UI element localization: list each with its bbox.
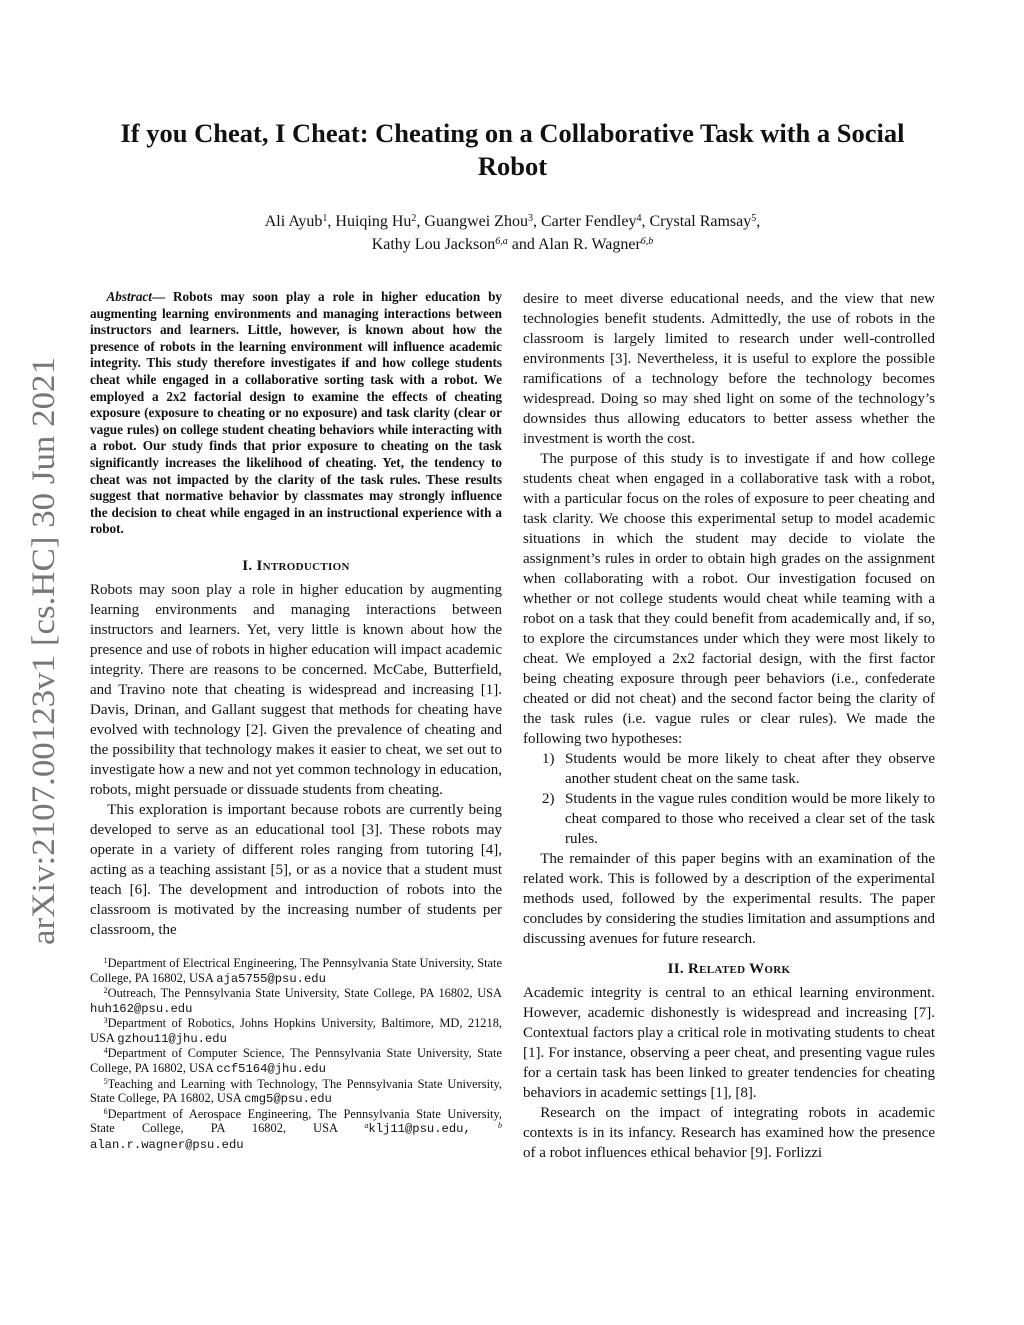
footnote-text: Department of Computer Science, The Pennsylvania State University, State College, PA 16802, USA [90, 1046, 502, 1076]
arxiv-stamp-text: arXiv:2107.00123v1 [cs.HC] 30 Jun 2021 [26, 389, 62, 945]
intro-paragraph-2: This exploration is important because robots are currently being developed to serve as an educational tool [3]. These robots may operate in a variety of different roles ranging from tutoring [4], acting as a teaching assistant [5], or as a novice that a student must teach [6]. The development and introduction of robots into the classroom is motivated by the increasing number of students per classroom, the [90, 801, 502, 938]
hypotheses-list [523, 749, 935, 849]
footnote-text: Department of Robotics, Johns Hopkins University, Baltimore, MD, 21218, USA [90, 1016, 502, 1045]
footnote-email: ccf5164@jhu.edu [216, 1062, 326, 1077]
author-name: Guangwei Zhou [424, 213, 528, 230]
author-name: Crystal Ramsay [649, 213, 752, 230]
footnote-mark: 2 [103, 986, 108, 996]
footnote-text: Outreach, The Pennsylvania State University, State College, PA 16802, USA [107, 986, 502, 1001]
related-paragraph-2: Research on the impact of integrating robots in academic contexts is in its infancy. Research has examined how the presence of a robot influences ethical behavior [9]. Forlizzi [523, 1105, 935, 1161]
intro-paragraph-1: Robots may soon play a role in higher education by augmenting learning environments and managing interactions between instructors and learners. Yet, very little is known about how the presence and use of robots in higher education will impact academic integrity. There are reasons to be concerned. McCabe, Butterfield, and Travino note that cheating is widespread and increasing [1]. Davis, Drinan, and Gallant suggest that methods for cheating have evolved with technology [2]. Given the prevalence of cheating and the possibility that technology makes it easier to cheat, we set out to investigate how a new and not yet common technology in education, robots, might persuade or dissuade students from cheating. [90, 581, 502, 798]
section-heading-related-work: II. Related Work [667, 961, 791, 977]
abstract-text: Robots may soon play a role in higher education by augmenting learning environments and managing interactions between instructors and learners. Little, however, is known about how the presence of robots in the learning environment will influence academic integrity. This study therefore investigates if and how college students cheat while engaged in a collaborative sorting task with a robot. We employed a 2x2 factorial design to examine the effects of cheating exposure (exposure to cheating or no exposure) and task clarity (clear or vague rules) on college student cheating behaviors while interacting with a robot. Our study finds that prior exposure to cheating on the task significantly increases the likelihood of cheating. Yet, the tendency to cheat was not impacted by the clarity of the task rules. These results suggest that normative behavior by classmates may strongly influence the decision to cheat while engaged in an instructional experience with a robot. [90, 289, 502, 537]
footnote [90, 1107, 502, 1153]
author-list [90, 210, 935, 256]
section-heading-introduction: I. Introduction [242, 557, 350, 574]
author-conjunction: and [511, 236, 535, 253]
footnote [90, 986, 502, 1016]
hypothesis-item [523, 789, 935, 849]
author-name: Carter Fendley [540, 213, 637, 230]
footnote [90, 956, 502, 986]
footnote-email-mark: a [364, 1121, 369, 1131]
footnote-email-mark: b [498, 1121, 502, 1131]
footnote-email: alan.r.wagner@psu.edu [90, 1138, 244, 1153]
footnote [90, 1046, 502, 1076]
paper-title: If you Cheat, I Cheat: Cheating on a Collaborative Task with a Social Robot [120, 118, 905, 181]
footnote-text: Teaching and Learning with Technology, The Pennsylvania State University, State College, PA 16802, USA [90, 1076, 502, 1106]
hypothesis-item [523, 749, 935, 789]
footnote-mark: 3 [103, 1016, 108, 1026]
hypothesis-number: 1) [542, 751, 555, 767]
footnote-mark: 6 [103, 1106, 108, 1116]
author-affiliation-sup: 6,b [640, 236, 654, 247]
left-column [90, 289, 502, 1153]
footnote-text: Department of Aerospace Engineering, The Pennsylvania State University, State College, PA 16802, USA [90, 1106, 502, 1136]
footnote [90, 1016, 502, 1046]
intro-paragraph-3: The purpose of this study is to investigate if and how college students cheat when engaged in a collaborative task with a robot, with a particular focus on the roles of exposure to peer cheating and task clarity. We choose this experimental setup to model academic situations in which the student may decide to violate the assignment’s rules in order to obtain high grades on the assignment when collaborating with a robot. Our investigation focused on whether or not college students would cheat while teaming with a robot on a task that they could benefit from academically and, if so, to explore the circumstances under which they were most likely to cheat. We employed a 2x2 factorial design, with the first factor being cheating exposure through peer behaviors (i.e., confederate cheated or did not cheat) and the second factor being the clarity of the task rules (i.e. vague rules or clear rules). We made the following two hypotheses: [523, 451, 935, 747]
right-column [523, 289, 935, 1163]
footnote-email: cmg5@psu.edu [244, 1092, 332, 1107]
author-affiliation-sup: 2 [411, 213, 417, 224]
author-affiliation-sup: 3 [527, 213, 533, 224]
affiliation-footnotes [90, 956, 502, 1153]
abstract-label: Abstract— [106, 289, 166, 304]
footnote-email: gzhou11@jhu.edu [117, 1031, 227, 1046]
arxiv-stamp-svg [8, 355, 72, 945]
author-affiliation-sup: 4 [636, 213, 642, 224]
author-name: Huiqing Hu [335, 213, 412, 230]
hypothesis-text: Students in the vague rules condition would be more likely to cheat compared to those who received a clear set of the task rules. [565, 791, 935, 847]
footnote-mark: 1 [103, 955, 108, 965]
author-affiliation-sup: 1 [322, 213, 328, 224]
intro-paragraph-4: The remainder of this paper begins with an examination of the related work. This is followed by a description of the experimental methods used, followed by the experimental results. The paper concludes by considering the studies limitation and assumptions and discussing avenues for future research. [523, 851, 935, 947]
author-name: Ali Ayub [264, 213, 323, 230]
footnote-mark: 5 [103, 1076, 108, 1086]
footnote-email: huh162@psu.edu [90, 1001, 193, 1016]
hypothesis-number: 2) [542, 791, 555, 807]
abstract [90, 289, 502, 538]
footnote-email: aja5755@psu.edu [216, 971, 326, 986]
footnote-mark: 4 [103, 1046, 108, 1056]
author-affiliation-sup: 5 [751, 213, 757, 224]
footnote-text: Department of Electrical Engineering, The Pennsylvania State University, State College, PA 16802, USA [90, 955, 502, 985]
author-name: Kathy Lou Jackson [371, 236, 496, 253]
author-affiliation-sup: 6,a [495, 236, 508, 247]
footnote [90, 1077, 502, 1107]
intro-paragraph-2-continued: desire to meet diverse educational needs, and the view that new technologies benefit students. Admittedly, the use of robots in the classroom is largely limited to research under well-controlled environments [3]. Nevertheless, it is useful to explore the possible ramifications of a technology before the technology becomes widespread. Doing so may shed light on some of the technology’s downsides thus allowing educators to better assess whether the investment is worth the cost. [523, 291, 935, 447]
hypothesis-text: Students would be more likely to cheat after they observe another student cheat on the same task. [565, 751, 935, 787]
related-paragraph-1: Academic integrity is central to an ethical learning environment. However, academic dishonestly is widespread and increasing [7]. Contextual factors play a critical role in motivating students to cheat [1]. For instance, observing a peer cheat, and presenting vague rules for a certain task has been linked to greater tendencies for cheating behaviors in academic settings [1], [8]. [523, 985, 935, 1101]
author-name: Alan R. Wagner [537, 236, 641, 253]
author-line-1: Ali Ayub$^1$, Huiqing Hu$^2$, Guangwei Zhou$^3$, Carter Fendley$^4$, Crystal Ramsay$^5$, [264, 213, 761, 230]
footnote-email: klj11@psu.edu, [368, 1122, 471, 1137]
arxiv-identifier-stamp [8, 355, 72, 945]
author-line-2 [90, 233, 935, 256]
